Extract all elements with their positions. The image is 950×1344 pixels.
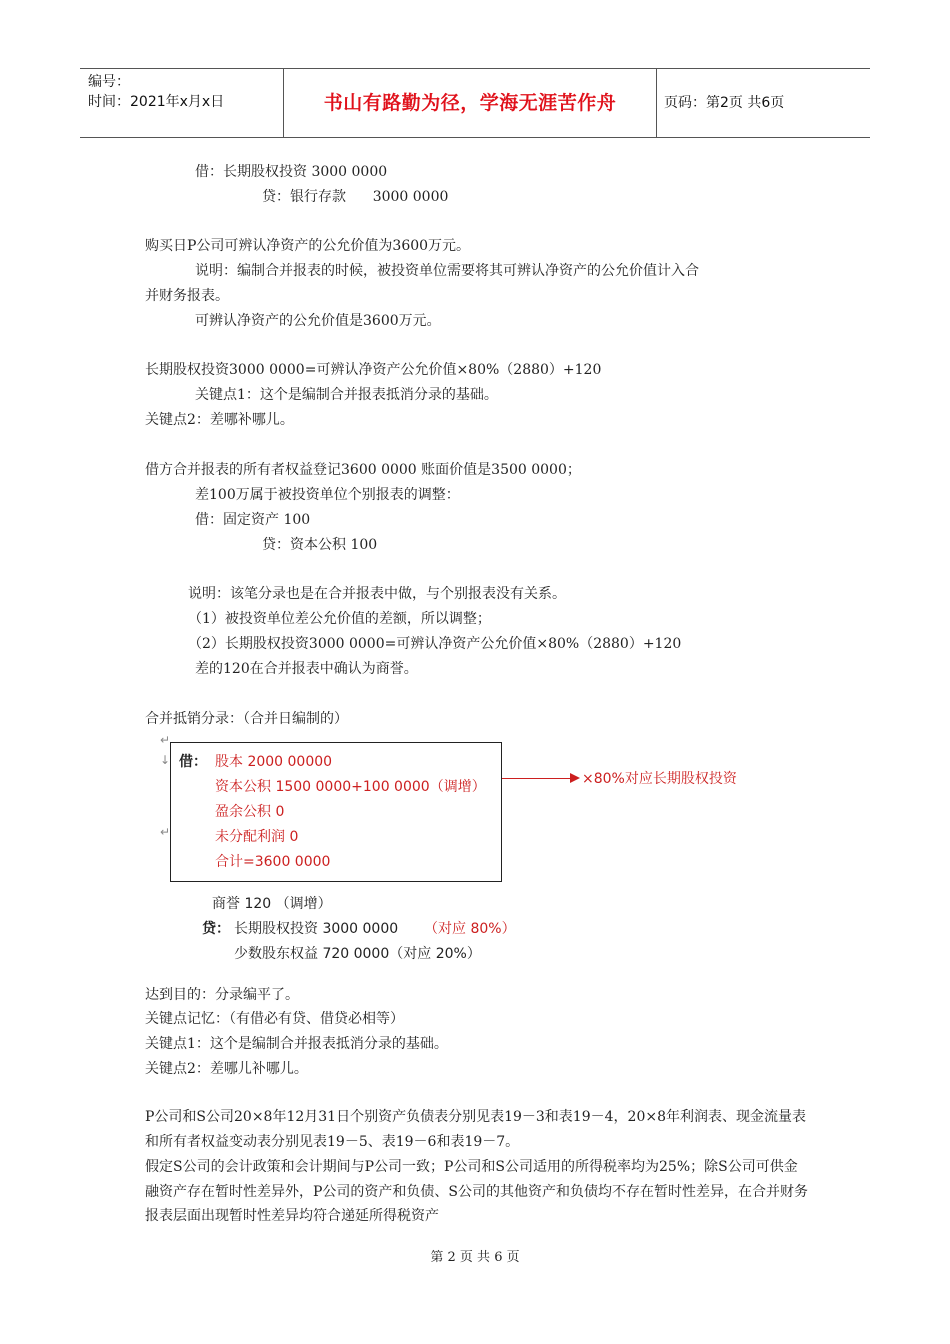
journal-debit-line: 借：长期股权投资 3000 0000: [195, 164, 388, 180]
text-line: 购买日P公司可辨认净资产的公允价值为3600万元。: [145, 238, 471, 254]
debit-total-row: 合计=3600 0000: [215, 854, 331, 870]
credit-row-note: （对应 80%）: [424, 921, 516, 937]
debit-row: 股本 2000 00000: [215, 754, 333, 770]
return-mark: ↵: [160, 733, 171, 747]
debit-label: 借：: [179, 754, 207, 770]
arrow-label: ×80%对应长期股权投资: [582, 771, 737, 787]
text-line: 差的120在合并报表中确认为商誉。: [195, 661, 418, 677]
credit-row: 少数股东权益 720 0000（对应 20%）: [234, 946, 481, 962]
journal-credit-line: 贷：银行存款 3000 0000: [262, 189, 449, 205]
paragraph: 假定S公司的会计政策和会计期间与P公司一致；P公司和S公司适用的所得税率均为25%；除S公司可供金融资产存在暂时性差异外，P公司的资产和负债、S公司的其他资产和负债均不存在暂时性差异，在合并财务报表层面出现暂时性差异均符合递延所得税资产: [145, 1159, 809, 1225]
text-line: 合并抵销分录：（合并日编制的）: [145, 711, 348, 727]
arrow-line: [502, 778, 574, 779]
credit-label: 贷：: [202, 921, 230, 937]
arrow-head-icon: [570, 773, 580, 783]
text-line: 说明：该笔分录也是在合并报表中做，与个别报表没有关系。: [188, 586, 566, 602]
debit-box: [170, 742, 502, 882]
text-line: 关键点2：差哪补哪儿。: [145, 412, 294, 428]
debit-row: 盈余公积 0: [215, 804, 285, 820]
paragraph: P公司和S公司20×8年12月31日个别资产负债表分别见表19－3和表19－4，20×8年利润表、现金流量表和所有者权益变动表分别见表19－5、表19－6和表19－7。: [145, 1109, 806, 1150]
debit-row: 未分配利润 0: [215, 829, 299, 845]
text-line: 关键点2：差哪儿补哪儿。: [145, 1061, 308, 1077]
page-header: [80, 68, 870, 138]
debit-row: 资本公积 1500 0000+100 0000（调增）: [215, 779, 486, 795]
credit-row: 长期股权投资 3000 0000: [234, 921, 399, 937]
down-mark: ↓: [160, 753, 171, 767]
journal-debit-line: 借：固定资产 100: [195, 512, 311, 528]
text-line: 差100万属于被投资单位个别报表的调整：: [195, 487, 460, 503]
text-line: 达到目的：分录编平了。: [145, 987, 299, 1003]
text-line: （2）长期股权投资3000 0000=可辨认净资产公允价值×80%（2880）+120: [188, 636, 682, 652]
text-line: 长期股权投资3000 0000=可辨认净资产公允价值×80%（2880）+120: [145, 362, 602, 378]
text-line: 关键点1：这个是编制合并报表抵消分录的基础。: [145, 1036, 448, 1052]
text-line: （1）被投资单位差公允价值的差额，所以调整；: [188, 611, 491, 627]
goodwill-row: 商誉 120 （调增）: [212, 896, 332, 912]
journal-credit-line: 贷：资本公积 100: [262, 537, 378, 553]
elimination-entry-figure: [160, 733, 737, 973]
header-page-info: 页码：第2页 共6页: [664, 95, 785, 111]
text-line: 可辨认净资产的公允价值是3600万元。: [195, 313, 441, 329]
text-line: 关键点记忆：（有借必有贷、借贷必相等）: [145, 1011, 404, 1027]
text-line: 借方合并报表的所有者权益登记3600 0000 账面价值是3500 0000；: [145, 462, 581, 478]
return-mark: ↵: [160, 825, 171, 839]
time-label: 时间：2021年x月x日: [88, 94, 225, 110]
header-divider: [656, 69, 657, 137]
page-footer: 第 2 页 共 6 页: [430, 1250, 520, 1265]
text-line: 说明：编制合并报表的时候，被投资单位需要将其可辨认净资产的公允价值计入合: [195, 263, 699, 279]
number-label: 编号：: [88, 74, 130, 90]
header-meta: [88, 72, 224, 112]
text-line: 关键点1：这个是编制合并报表抵消分录的基础。: [195, 387, 498, 403]
text-line: 并财务报表。: [145, 288, 229, 304]
header-motto: 书山有路勤为径，学海无涯苦作舟: [323, 92, 617, 114]
